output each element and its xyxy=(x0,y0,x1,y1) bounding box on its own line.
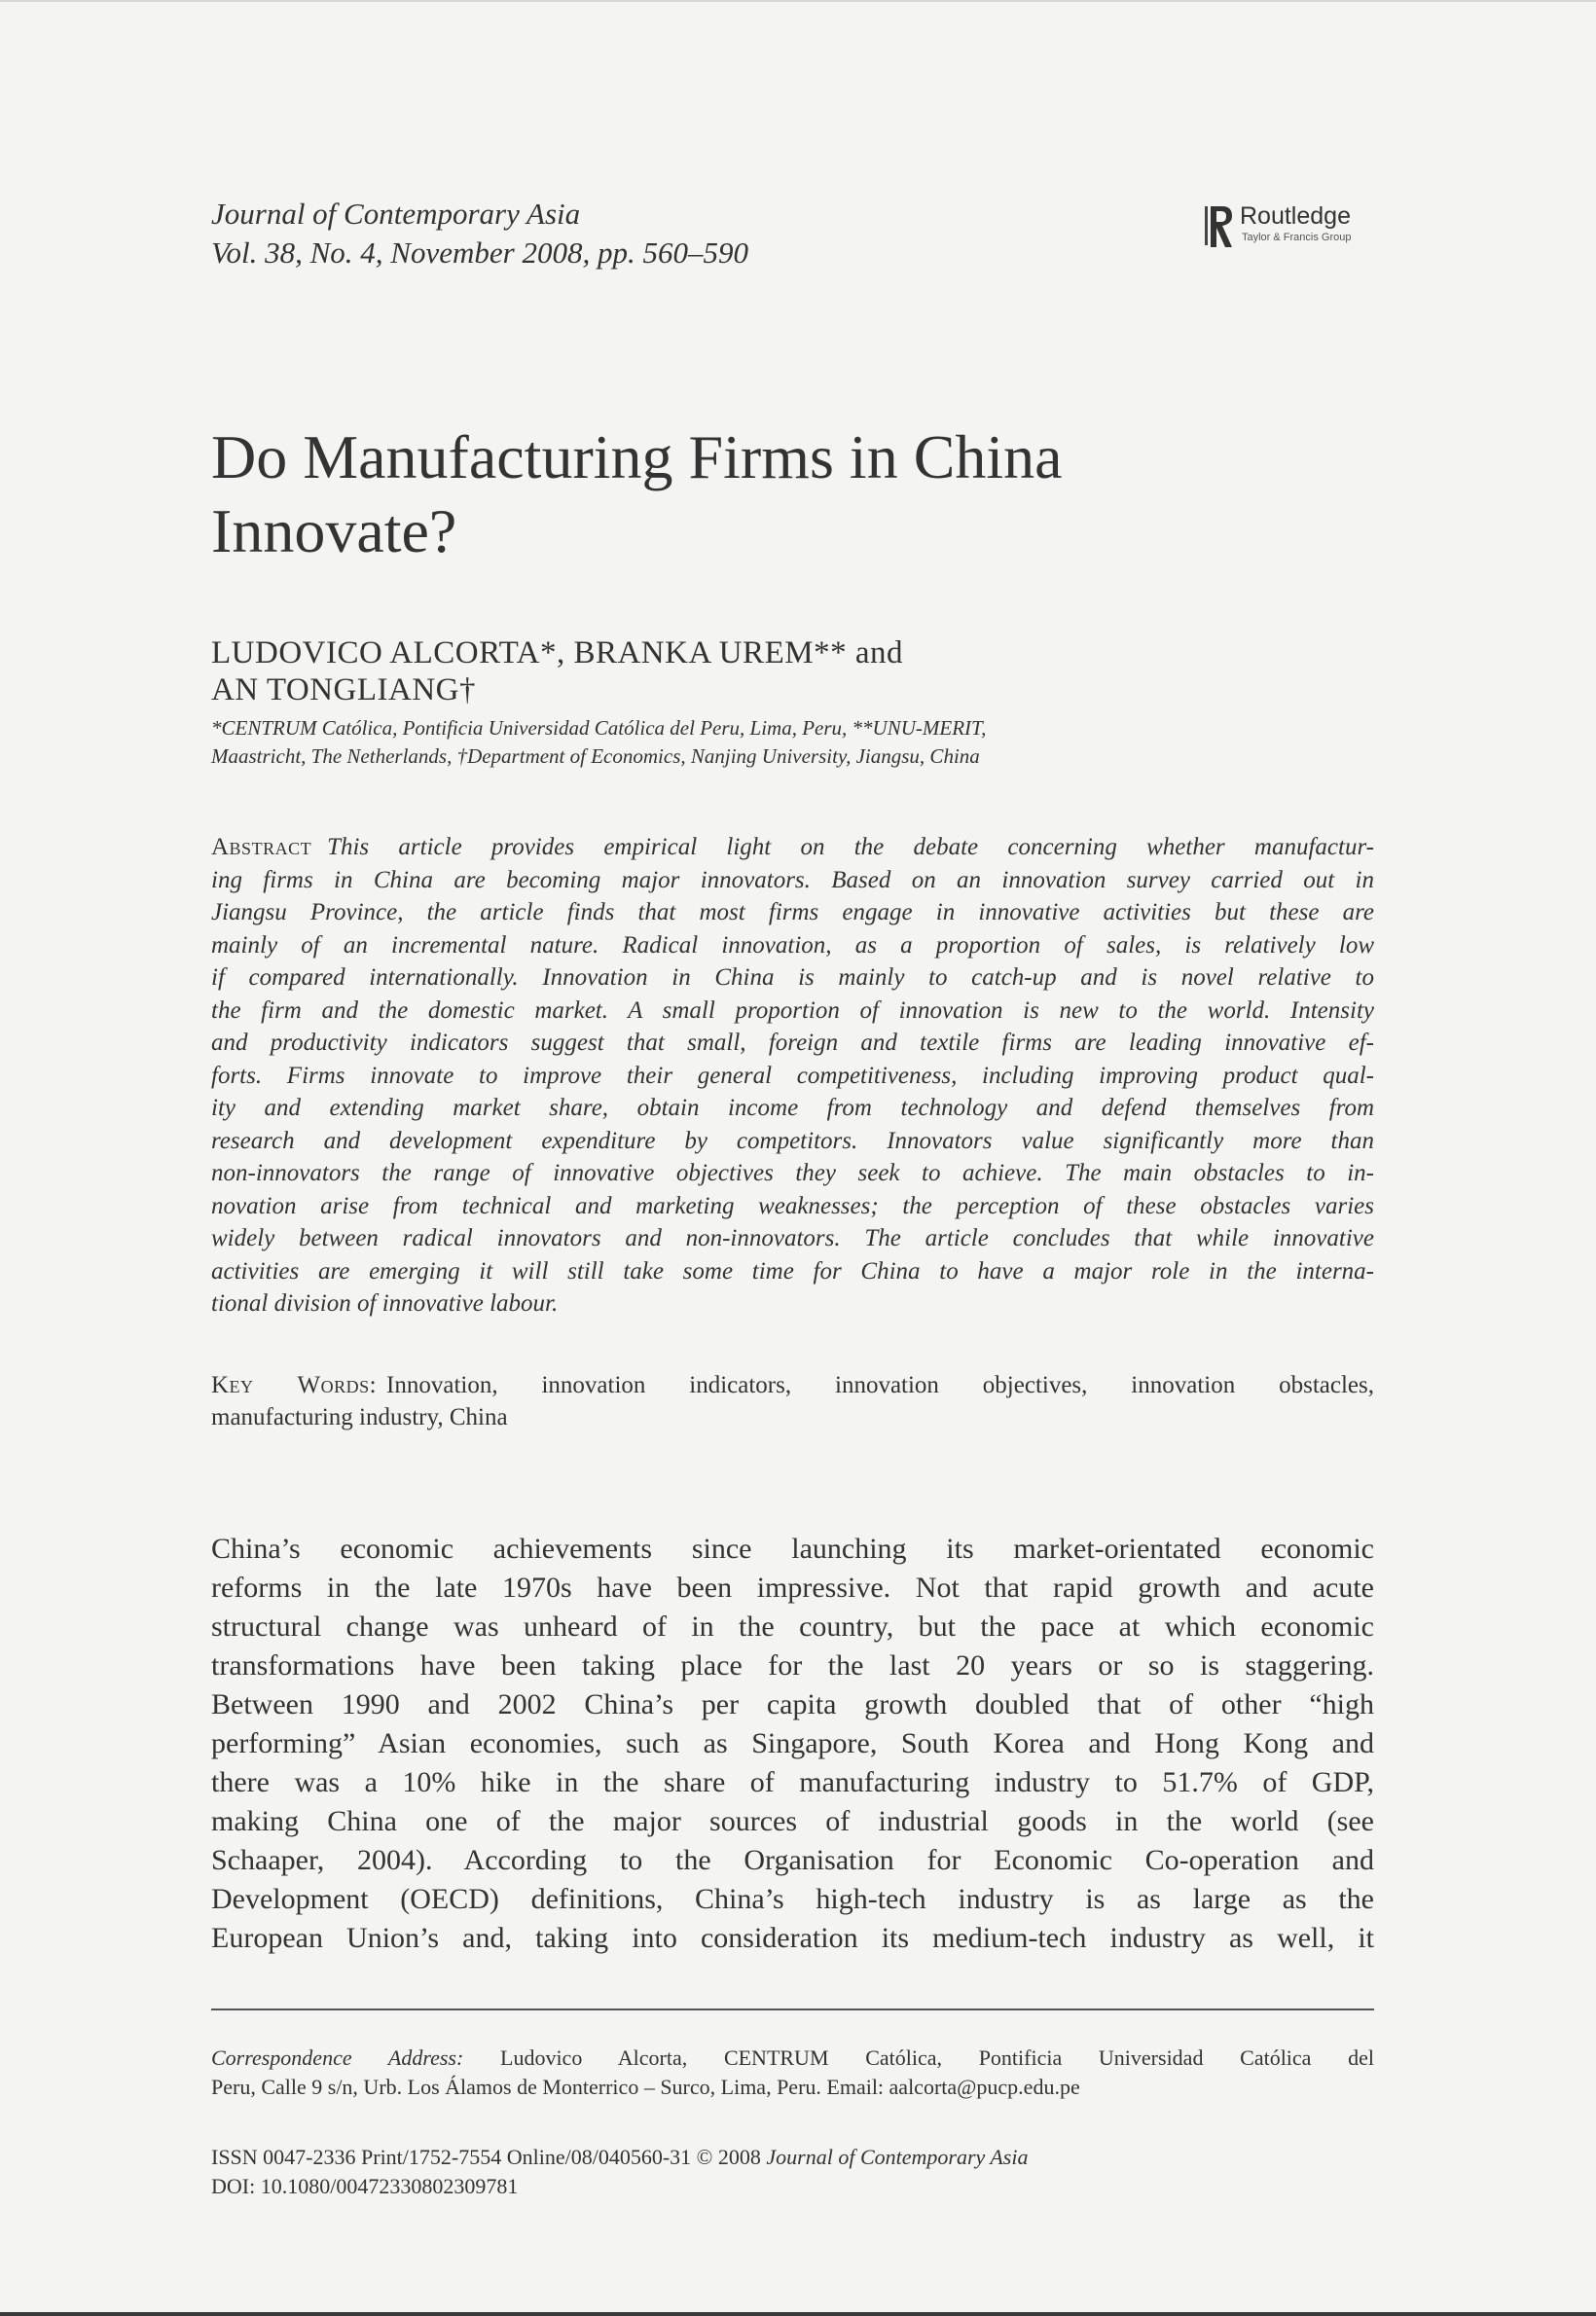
abstract-line: the firm and the domestic market. A small proportion of innovation is new to the world. Intensity xyxy=(211,996,1374,1024)
abstract-line: if compared internationally. Innovation in China is mainly to catch-up and is novel relative to xyxy=(211,964,1374,991)
issn-journal: Journal of Contemporary Asia xyxy=(766,2145,1029,2169)
journal-name: Journal of Contemporary Asia xyxy=(211,197,581,231)
abstract-label: Abstract xyxy=(211,834,312,860)
body-line: Between 1990 and 2002 China’s per capita growth doubled that of other “high xyxy=(211,1688,1374,1720)
correspondence-label: Correspondence Address: xyxy=(211,2045,464,2070)
publisher-name: Routledge xyxy=(1240,202,1351,230)
author-line: AN TONGLIANG† xyxy=(211,672,477,707)
keywords-label: Key Words: xyxy=(211,1372,378,1398)
routledge-logo-icon xyxy=(1205,202,1234,251)
body-line: transformations have been taking place for the last 20 years or so is staggering. xyxy=(211,1649,1374,1682)
body-line: making China one of the major sources of industrial goods in the world (see xyxy=(211,1805,1374,1837)
body-line: there was a 10% hike in the share of manufacturing industry to 51.7% of GDP, xyxy=(211,1766,1374,1798)
body-line: performing” Asian economies, such as Singapore, South Korea and Hong Kong and xyxy=(211,1727,1374,1759)
affiliation-line: *CENTRUM Católica, Pontificia Universidad Católica del Peru, Lima, Peru, **UNU-MERIT, xyxy=(211,716,987,740)
abstract-line: forts. Firms innovate to improve their general competitiveness, including improving product qual- xyxy=(211,1062,1374,1089)
correspondence-line xyxy=(211,2044,1374,2073)
body-line: reforms in the late 1970s have been impressive. Not that rapid growth and acute xyxy=(211,1572,1374,1604)
abstract-line: tional division of innovative labour. xyxy=(211,1290,559,1317)
doi-line: DOI: 10.1080/00472330802309781 xyxy=(211,2174,519,2198)
publisher-logo xyxy=(1205,200,1399,259)
keywords-line: manufacturing industry, China xyxy=(211,1404,508,1430)
journal-citation: Vol. 38, No. 4, November 2008, pp. 560–590 xyxy=(211,235,748,270)
body-paragraph xyxy=(211,1530,1374,1958)
abstract-line xyxy=(211,831,1374,864)
abstract-line: ity and extending market share, obtain income from technology and defend themselves from xyxy=(211,1095,1374,1121)
body-line: Development (OECD) definitions, China’s high-tech industry is as large as the xyxy=(211,1883,1374,1915)
publisher-group: Taylor & Francis Group xyxy=(1242,232,1352,243)
abstract-line: widely between radical innovators and non-innovators. The article concludes that while innovative xyxy=(211,1225,1374,1251)
body-line: China’s economic achievements since launching its market-orientated economic xyxy=(211,1533,1374,1565)
abstract-line: non-innovators the range of innovative objectives they seek to achieve. The main obstacles to in- xyxy=(211,1160,1374,1186)
issn-text: ISSN 0047-2336 Print/1752-7554 Online/08/040560-31 © 2008 xyxy=(211,2145,761,2169)
affiliation-line: Maastricht, The Netherlands, †Department of Economics, Nanjing University, Jiangsu, China xyxy=(211,744,980,768)
abstract-line: mainly of an incremental nature. Radical innovation, as a proportion of sales, is relatively low xyxy=(211,931,1374,959)
issn-line xyxy=(211,2143,1374,2172)
body-line: structural change was unheard of in the country, but the pace at which economic xyxy=(211,1610,1374,1643)
abstract-line: activities are emerging it will still take some time for China to have a major role in the interna- xyxy=(211,1257,1374,1285)
abstract xyxy=(211,831,1374,1321)
body-line: Schaaper, 2004). According to the Organisation for Economic Co-operation and xyxy=(211,1844,1374,1876)
issn-block xyxy=(211,2143,1374,2201)
correspondence-address xyxy=(211,2044,1374,2102)
abstract-line: Jiangsu Province, the article finds that most firms engage in innovative activities but these are xyxy=(211,899,1374,925)
abstract-line: ing firms in China are becoming major innovators. Based on an innovation survey carried out in xyxy=(211,866,1374,893)
article-title xyxy=(211,420,1282,568)
correspondence-text: Ludovico Alcorta, CENTRUM Católica, Pontificia Universidad Católica del xyxy=(500,2045,1375,2070)
affiliations xyxy=(211,714,1374,771)
keywords-text: Innovation, innovation indicators, innovation objectives, innovation obstacles, xyxy=(386,1372,1374,1398)
author-line: LUDOVICO ALCORTA*, BRANKA UREM** and xyxy=(211,635,903,670)
body-line: European Union’s and, taking into consideration its medium-tech industry as well, it xyxy=(211,1922,1374,1954)
abstract-text: This article provides empirical light on the debate concerning whether manufactur- xyxy=(327,834,1374,860)
author-list xyxy=(211,634,1184,708)
correspondence-line: Peru, Calle 9 s/n, Urb. Los Álamos de Monterrico – Surco, Lima, Peru. Email: aalcorta@pucp.edu.pe xyxy=(211,2075,1080,2099)
keywords-line xyxy=(211,1369,1374,1401)
abstract-line: research and development expenditure by competitors. Innovators value significantly more than xyxy=(211,1127,1374,1154)
title-line: Innovate? xyxy=(211,496,457,565)
journal-header xyxy=(211,195,748,272)
title-line: Do Manufacturing Firms in China xyxy=(211,422,1063,491)
keywords xyxy=(211,1369,1374,1433)
footnote-divider xyxy=(211,2008,1374,2010)
abstract-line: and productivity indicators suggest that small, foreign and textile firms are leading innovative ef- xyxy=(211,1030,1374,1056)
abstract-line: novation arise from technical and marketing weaknesses; the perception of these obstacles varies xyxy=(211,1192,1374,1219)
